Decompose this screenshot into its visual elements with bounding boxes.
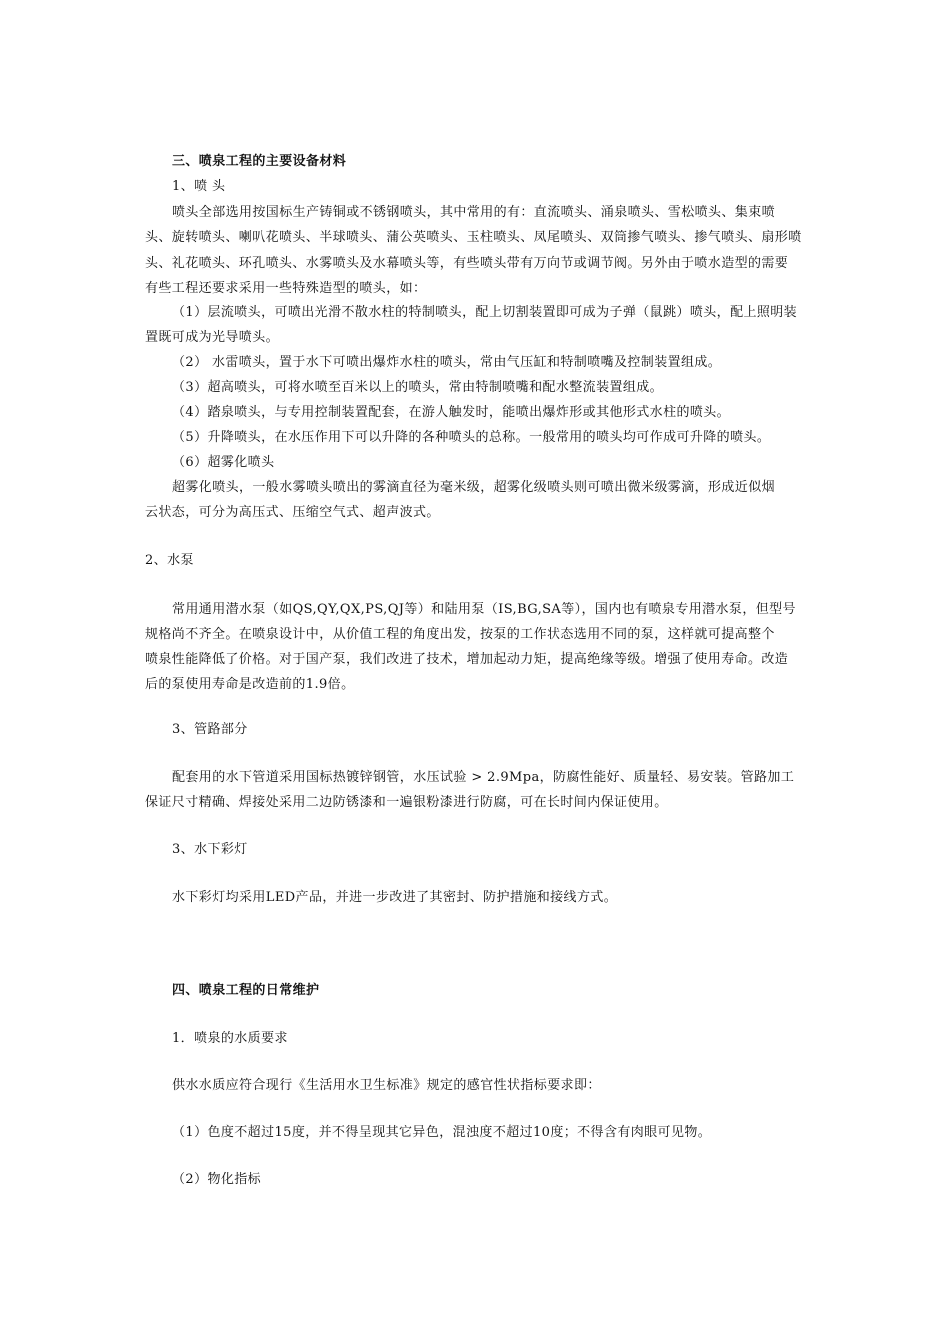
pump-title: 2、水泵 <box>145 553 194 568</box>
nozzles-intro-line-3: 头、礼花喷头、环孔喷头、水雾喷头及水幕喷头等，有些喷头带有万向节或调节阀。另外由于喷水造型的需要 <box>145 256 789 271</box>
nozzle-item-5: （5）升降喷头，在水压作用下可以升降的各种喷头的总称。一般常用的喷头均可作成可升降的喷头。 <box>172 430 771 445</box>
pipe-body-line-1: 配套用的水下管道采用国标热镀锌钢管，水压试验 > 2.9Mpa，防腐性能好、质量轻、易安装。管路加工 <box>172 770 795 785</box>
nozzle-item-2: （2） 水雷喷头，置于水下可喷出爆炸水柱的喷头，常由气压缸和特制喷嘴及控制装置组成。 <box>172 355 722 370</box>
water-quality-body: 供水水质应符合现行《生活用水卫生标准》规定的感官性状指标要求即： <box>172 1078 601 1093</box>
section-4-heading: 四、喷泉工程的日常维护 <box>172 983 320 998</box>
pipe-body-line-2: 保证尺寸精确、焊接处采用二边防锈漆和一遍银粉漆进行防腐，可在长时间内保证使用。 <box>145 795 668 810</box>
nozzle-item-1-line-2: 置既可成为光导喷头。 <box>145 330 280 345</box>
pipe-title: 3、管路部分 <box>172 722 248 737</box>
pump-body-line-1: 常用通用潜水泵（如QS,QY,QX,PS,QJ等）和陆用泵（IS,BG,SA等），国内也有喷泉专用潜水泵，但型号 <box>172 602 796 617</box>
section-3-heading: 三、喷泉工程的主要设备材料 <box>172 154 347 169</box>
light-body: 水下彩灯均采用LED产品，并进一步改进了其密封、防护措施和接线方式。 <box>172 890 618 905</box>
nozzle-item-6: （6）超雾化喷头 <box>172 455 275 470</box>
pump-body-line-4: 后的泵使用寿命是改造前的1.9倍。 <box>145 677 355 692</box>
nozzles-intro-line-4: 有些工程还要求采用一些特殊造型的喷头，如： <box>145 281 427 296</box>
light-title: 3、水下彩灯 <box>172 842 248 857</box>
nozzles-title: 1、喷 头 <box>172 179 226 194</box>
nozzle-item-6-desc-line-1: 超雾化喷头，一般水雾喷头喷出的雾滴直径为毫米级，超雾化级喷头则可喷出微米级雾滴，形成近似烟 <box>172 480 776 495</box>
nozzle-item-6-desc-line-2: 云状态，可分为高压式、压缩空气式、超声波式。 <box>145 505 440 520</box>
pump-body-line-2: 规格尚不齐全。在喷泉设计中，从价值工程的角度出发，按泵的工作状态选用不同的泵，这样就可提高整个 <box>145 627 775 642</box>
nozzles-intro-line-1: 喷头全部选用按国标生产铸铜或不锈钢喷头，其中常用的有：直流喷头、涌泉喷头、雪松喷头、集束喷 <box>172 205 776 220</box>
water-quality-title: 1．喷泉的水质要求 <box>172 1031 288 1046</box>
pump-body-line-3: 喷泉性能降低了价格。对于国产泵，我们改进了技术，增加起动力矩，提高绝缘等级。增强了使用寿命。改造 <box>145 652 789 667</box>
nozzle-item-4: （4）踏泉喷头，与专用控制装置配套，在游人触发时，能喷出爆炸形或其他形式水柱的喷头。 <box>172 405 731 420</box>
nozzle-item-1-line-1: （1）层流喷头，可喷出光滑不散水柱的特制喷头，配上切割装置即可成为子弹（鼠跳）喷头，配上照明装 <box>172 305 798 320</box>
nozzle-item-3: （3）超高喷头，可将水喷至百米以上的喷头，常由特制喷嘴和配水整流装置组成。 <box>172 380 664 395</box>
water-quality-item-2: （2）物化指标 <box>172 1172 262 1187</box>
water-quality-item-1: （1）色度不超过15度，并不得呈现其它异色，混浊度不超过10度；不得含有肉眼可见物。 <box>172 1125 712 1140</box>
nozzles-intro-line-2: 头、旋转喷头、喇叭花喷头、半球喷头、蒲公英喷头、玉柱喷头、凤尾喷头、双筒掺气喷头、掺气喷头、扇形喷 <box>145 230 802 245</box>
